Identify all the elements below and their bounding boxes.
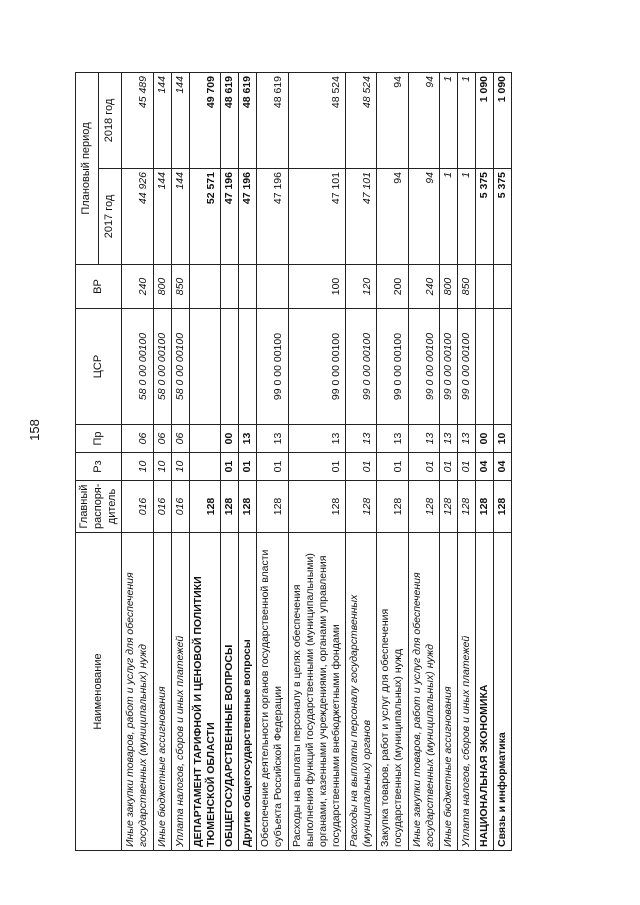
row-name: Связь и информатика bbox=[494, 533, 512, 851]
row-2017: 144 bbox=[153, 169, 171, 265]
row-pr: 13 bbox=[457, 425, 475, 453]
row-name: Иные закупки товаров, работ и услуг для обеспечения государственных (муниципальных) нужд bbox=[408, 533, 439, 851]
row-pr: 13 bbox=[288, 425, 346, 453]
row-2017: 5 375 bbox=[494, 169, 512, 265]
row-rz: 01 bbox=[239, 453, 257, 481]
row-2017: 1 bbox=[439, 169, 457, 265]
row-gr: 016 bbox=[153, 481, 171, 533]
rotated-table-container bbox=[75, 51, 575, 851]
row-name: Расходы на выплаты персоналу государственных (муниципальных) органов bbox=[346, 533, 377, 851]
row-gr: 128 bbox=[239, 481, 257, 533]
row-gr: 128 bbox=[476, 481, 494, 533]
row-2017: 94 bbox=[408, 169, 439, 265]
header-2018: 2018 год bbox=[99, 73, 122, 169]
header-vr: ВР bbox=[76, 265, 122, 309]
row-gr: 128 bbox=[408, 481, 439, 533]
row-csr: 58 0 00 00100 bbox=[122, 309, 153, 425]
row-gr: 128 bbox=[377, 481, 408, 533]
row-pr: 00 bbox=[221, 425, 239, 453]
row-name: Другие общегосударственные вопросы bbox=[239, 533, 257, 851]
row-rz: 01 bbox=[221, 453, 239, 481]
row-2017: 5 375 bbox=[476, 169, 494, 265]
row-pr: 06 bbox=[153, 425, 171, 453]
header-plan-period: Плановый период bbox=[76, 73, 99, 265]
row-gr: 016 bbox=[171, 481, 189, 533]
row-name: НАЦИОНАЛЬНАЯ ЭКОНОМИКА bbox=[476, 533, 494, 851]
row-pr bbox=[189, 425, 220, 453]
page-number: 158 bbox=[27, 419, 42, 441]
row-name: ДЕПАРТАМЕНТ ТАРИФНОЙ И ЦЕНОВОЙ ПОЛИТИКИ ТЮМЕНСКОЙ ОБЛАСТИ bbox=[189, 533, 220, 851]
table-row bbox=[476, 73, 494, 851]
table-row bbox=[346, 73, 377, 851]
row-name: Иные бюджетные ассигнования bbox=[153, 533, 171, 851]
row-gr: 128 bbox=[189, 481, 220, 533]
row-pr: 00 bbox=[476, 425, 494, 453]
row-csr: 99 0 00 00100 bbox=[257, 309, 288, 425]
row-name: Обеспечение деятельности органов государственной власти субъекта Российской Федерации bbox=[257, 533, 288, 851]
row-gr: 128 bbox=[257, 481, 288, 533]
row-2018: 48 524 bbox=[346, 73, 377, 169]
row-pr: 13 bbox=[346, 425, 377, 453]
row-2018: 94 bbox=[408, 73, 439, 169]
row-2018: 1 bbox=[439, 73, 457, 169]
row-2018: 48 619 bbox=[257, 73, 288, 169]
row-gr: 016 bbox=[122, 481, 153, 533]
row-vr bbox=[221, 265, 239, 309]
row-vr bbox=[239, 265, 257, 309]
row-rz: 01 bbox=[408, 453, 439, 481]
row-vr: 850 bbox=[457, 265, 475, 309]
row-csr: 99 0 00 00100 bbox=[439, 309, 457, 425]
row-vr bbox=[257, 265, 288, 309]
table-row bbox=[439, 73, 457, 851]
header-gr: Главный распоря-дитель bbox=[76, 481, 122, 533]
row-vr: 120 bbox=[346, 265, 377, 309]
row-2018: 144 bbox=[171, 73, 189, 169]
table-row bbox=[221, 73, 239, 851]
header-rz: Рз bbox=[76, 453, 122, 481]
row-gr: 128 bbox=[439, 481, 457, 533]
row-csr bbox=[476, 309, 494, 425]
row-name: ОБЩЕГОСУДАРСТВЕННЫЕ ВОПРОСЫ bbox=[221, 533, 239, 851]
row-2018: 48 524 bbox=[288, 73, 346, 169]
row-vr: 240 bbox=[122, 265, 153, 309]
row-csr: 99 0 00 00100 bbox=[346, 309, 377, 425]
row-rz: 10 bbox=[122, 453, 153, 481]
row-csr: 99 0 00 00100 bbox=[408, 309, 439, 425]
row-name: Иные закупки товаров, работ и услуг для обеспечения государственных (муниципальных) нужд bbox=[122, 533, 153, 851]
row-pr: 13 bbox=[257, 425, 288, 453]
row-name: Уплата налогов, сборов и иных платежей bbox=[171, 533, 189, 851]
row-2018: 1 bbox=[457, 73, 475, 169]
header-name: Наименование bbox=[76, 533, 122, 851]
row-csr bbox=[494, 309, 512, 425]
row-gr: 128 bbox=[494, 481, 512, 533]
row-rz: 01 bbox=[257, 453, 288, 481]
table-row bbox=[239, 73, 257, 851]
row-vr bbox=[494, 265, 512, 309]
table-header bbox=[76, 73, 122, 851]
table-row bbox=[257, 73, 288, 851]
row-name: Расходы на выплаты персоналу в целях обеспечения выполнения функций государственными (муниципальными) органами, казенными учреждениями, органами управления государственными внебюджетными фондами bbox=[288, 533, 346, 851]
table-row bbox=[171, 73, 189, 851]
table-row bbox=[457, 73, 475, 851]
row-rz: 10 bbox=[153, 453, 171, 481]
row-2018: 48 619 bbox=[221, 73, 239, 169]
row-csr: 58 0 00 00100 bbox=[171, 309, 189, 425]
row-2017: 47 196 bbox=[221, 169, 239, 265]
row-vr bbox=[189, 265, 220, 309]
row-pr: 10 bbox=[494, 425, 512, 453]
row-2017: 1 bbox=[457, 169, 475, 265]
table-row bbox=[288, 73, 346, 851]
row-2017: 144 bbox=[171, 169, 189, 265]
row-gr: 128 bbox=[221, 481, 239, 533]
row-rz: 01 bbox=[439, 453, 457, 481]
row-vr: 850 bbox=[171, 265, 189, 309]
row-2018: 48 619 bbox=[239, 73, 257, 169]
row-vr bbox=[476, 265, 494, 309]
table-row bbox=[153, 73, 171, 851]
row-csr bbox=[221, 309, 239, 425]
row-vr: 200 bbox=[377, 265, 408, 309]
row-2017: 47 196 bbox=[239, 169, 257, 265]
row-rz: 04 bbox=[494, 453, 512, 481]
budget-table bbox=[75, 72, 512, 851]
row-rz: 04 bbox=[476, 453, 494, 481]
row-pr: 13 bbox=[377, 425, 408, 453]
table-row bbox=[377, 73, 408, 851]
row-2018: 94 bbox=[377, 73, 408, 169]
row-pr: 06 bbox=[122, 425, 153, 453]
row-2017: 44 926 bbox=[122, 169, 153, 265]
row-rz: 01 bbox=[457, 453, 475, 481]
row-csr: 99 0 00 00100 bbox=[457, 309, 475, 425]
table-row bbox=[122, 73, 153, 851]
row-vr: 800 bbox=[153, 265, 171, 309]
row-rz: 01 bbox=[288, 453, 346, 481]
row-2017: 94 bbox=[377, 169, 408, 265]
row-2017: 52 571 bbox=[189, 169, 220, 265]
header-2017: 2017 год bbox=[99, 169, 122, 265]
row-name: Закупка товаров, работ и услуг для обеспечения государственных (муниципальных) нужд bbox=[377, 533, 408, 851]
header-csr: ЦСР bbox=[76, 309, 122, 425]
table-row bbox=[189, 73, 220, 851]
row-2017: 47 101 bbox=[346, 169, 377, 265]
row-pr: 13 bbox=[408, 425, 439, 453]
row-gr: 128 bbox=[457, 481, 475, 533]
row-2018: 1 090 bbox=[494, 73, 512, 169]
row-rz bbox=[189, 453, 220, 481]
table-row bbox=[408, 73, 439, 851]
row-csr: 99 0 00 00100 bbox=[377, 309, 408, 425]
row-rz: 01 bbox=[377, 453, 408, 481]
row-pr: 06 bbox=[171, 425, 189, 453]
row-name: Иные бюджетные ассигнования bbox=[439, 533, 457, 851]
row-csr bbox=[189, 309, 220, 425]
row-2017: 47 196 bbox=[257, 169, 288, 265]
row-pr: 13 bbox=[439, 425, 457, 453]
row-2018: 49 709 bbox=[189, 73, 220, 169]
table-body bbox=[122, 73, 512, 851]
row-vr: 240 bbox=[408, 265, 439, 309]
row-rz: 10 bbox=[171, 453, 189, 481]
row-rz: 01 bbox=[346, 453, 377, 481]
row-2017: 47 101 bbox=[288, 169, 346, 265]
row-gr: 128 bbox=[288, 481, 346, 533]
row-vr: 100 bbox=[288, 265, 346, 309]
row-pr: 13 bbox=[239, 425, 257, 453]
row-name: Уплата налогов, сборов и иных платежей bbox=[457, 533, 475, 851]
row-csr bbox=[239, 309, 257, 425]
table-row bbox=[494, 73, 512, 851]
row-2018: 144 bbox=[153, 73, 171, 169]
row-2018: 45 489 bbox=[122, 73, 153, 169]
header-pr: Пр bbox=[76, 425, 122, 453]
row-csr: 99 0 00 00100 bbox=[288, 309, 346, 425]
row-csr: 58 0 00 00100 bbox=[153, 309, 171, 425]
row-gr: 128 bbox=[346, 481, 377, 533]
row-2018: 1 090 bbox=[476, 73, 494, 169]
row-vr: 800 bbox=[439, 265, 457, 309]
